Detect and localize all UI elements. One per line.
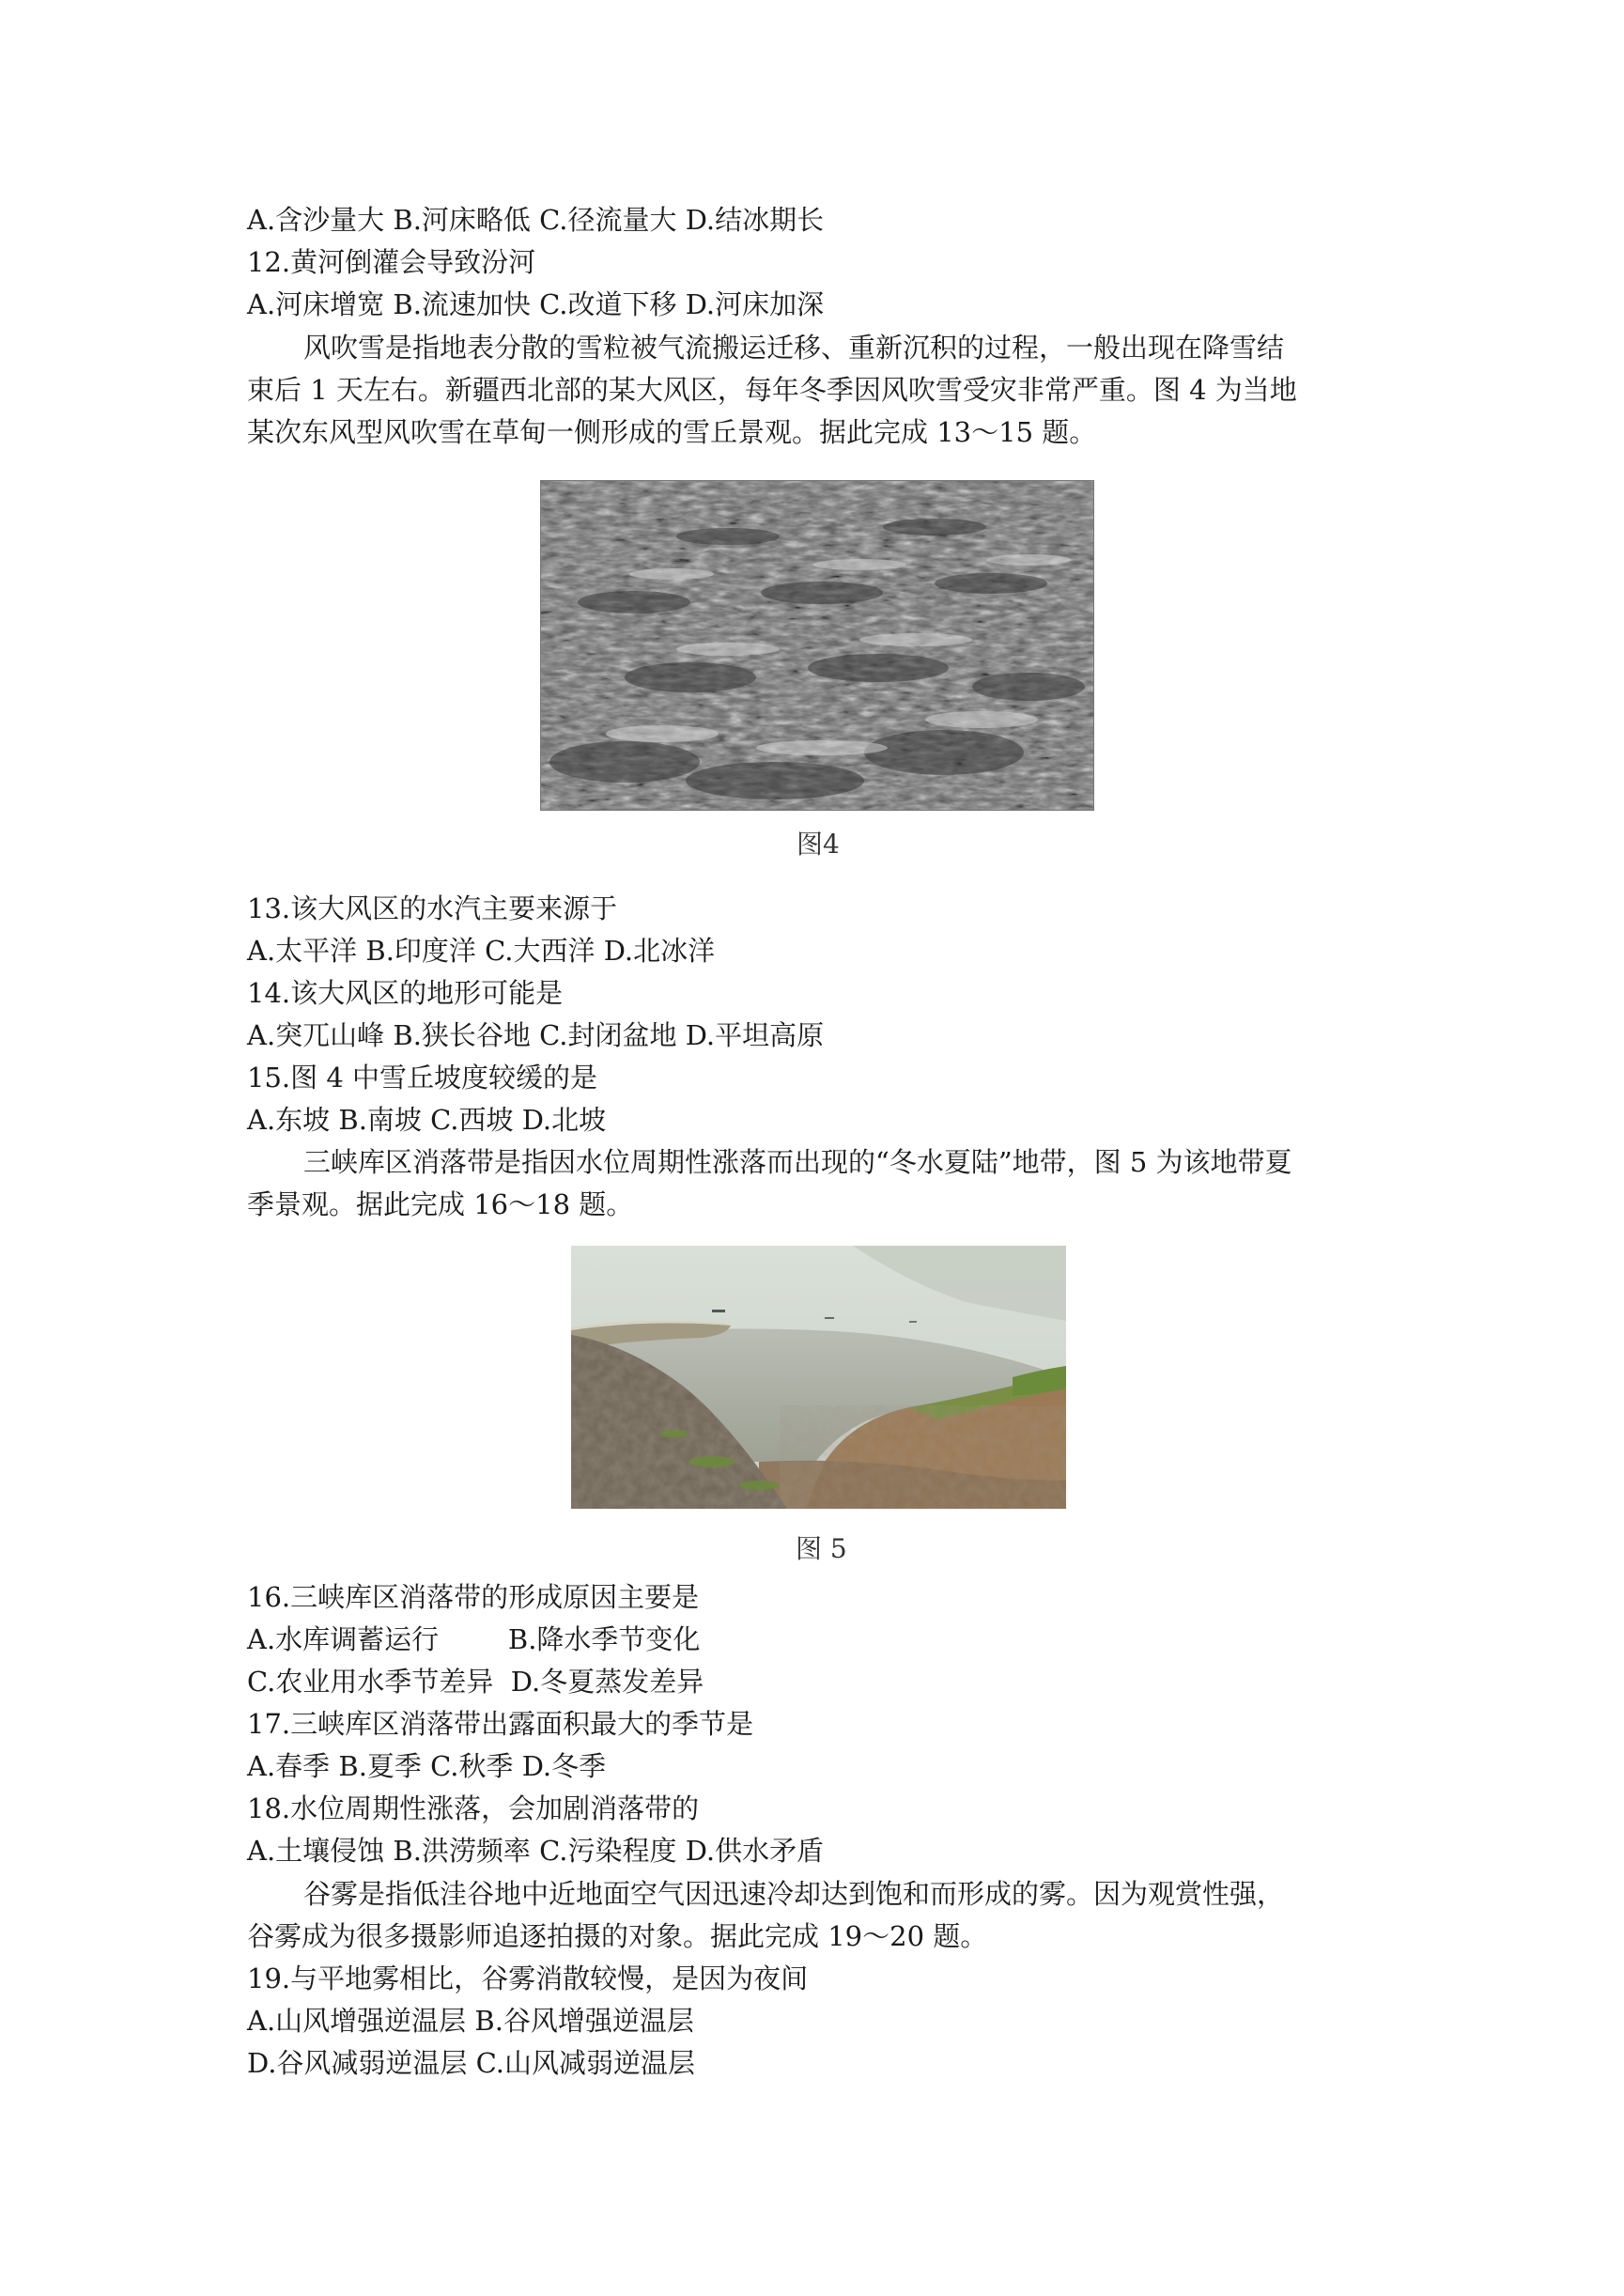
q16-options-line-2: C.农业用水季节差异 D.冬夏蒸发差异 <box>247 1666 704 1698</box>
wind-snow-paragraph-line-3: 某次东风型风吹雪在草甸一侧形成的雪丘景观。据此完成 13～15 题。 <box>247 416 1097 448</box>
q16-stem: 16.三峡库区消落带的形成原因主要是 <box>247 1581 700 1613</box>
q14-stem: 14.该大风区的地形可能是 <box>247 977 564 1009</box>
sanxia-paragraph-line-2: 季景观。据此完成 16～18 题。 <box>247 1188 634 1220</box>
wind-snow-paragraph-line-2: 束后 1 天左右。新疆西北部的某大风区，每年冬季因风吹雪受灾非常严重。图 4 为当地 <box>247 374 1297 406</box>
q12-options: A.河床增宽 B.流速加快 C.改道下移 D.河床加深 <box>247 288 825 320</box>
q13-stem: 13.该大风区的水汽主要来源于 <box>247 892 618 924</box>
q17-options: A.春季 B.夏季 C.秋季 D.冬季 <box>247 1750 607 1782</box>
figure-5-caption: 图 5 <box>796 1533 847 1564</box>
q15-stem: 15.图 4 中雪丘坡度较缓的是 <box>247 1062 598 1094</box>
q18-stem: 18.水位周期性涨落，会加剧消落带的 <box>247 1792 700 1824</box>
q12-stem: 12.黄河倒灌会导致汾河 <box>247 246 536 278</box>
valley-fog-paragraph-line-2: 谷雾成为很多摄影师追逐拍摄的对象。据此完成 19～20 题。 <box>247 1920 988 1952</box>
figure-4-caption: 图4 <box>797 829 840 860</box>
q14-options: A.突兀山峰 B.狭长谷地 C.封闭盆地 D.平坦高原 <box>247 1019 825 1051</box>
valley-fog-paragraph-line-1: 谷雾是指低洼谷地中近地面空气因迅速冷却达到饱和而形成的雾。因为观赏性强， <box>303 1878 1285 1910</box>
q11-options: A.含沙量大 B.河床略低 C.径流量大 D.结冰期长 <box>247 204 825 236</box>
q19-options-line-1: A.山风增强逆温层 B.谷风增强逆温层 <box>247 2005 694 2037</box>
q13-options: A.太平洋 B.印度洋 C.大西洋 D.北冰洋 <box>247 935 716 967</box>
q17-stem: 17.三峡库区消落带出露面积最大的季节是 <box>247 1708 754 1740</box>
q19-stem: 19.与平地雾相比，谷雾消散较慢，是因为夜间 <box>247 1962 809 1994</box>
sanxia-paragraph-line-1: 三峡库区消落带是指因水位周期性涨落而出现的“冬水夏陆”地带，图 5 为该地带夏 <box>303 1146 1292 1178</box>
q18-options: A.土壤侵蚀 B.洪涝频率 C.污染程度 D.供水矛盾 <box>247 1835 825 1867</box>
q16-options-line-1: A.水库调蓄运行 B.降水季节变化 <box>247 1623 701 1655</box>
figure-5-fluctuation-zone-photo <box>571 1246 1066 1509</box>
figure-4-snow-dune-photo <box>540 480 1094 811</box>
q15-options: A.东坡 B.南坡 C.西坡 D.北坡 <box>247 1104 607 1136</box>
wind-snow-paragraph-line-1: 风吹雪是指地表分散的雪粒被气流搬运迁移、重新沉积的过程，一般出现在降雪结 <box>303 332 1285 364</box>
q19-options-line-2: D.谷风减弱逆温层 C.山风减弱逆温层 <box>247 2047 696 2079</box>
